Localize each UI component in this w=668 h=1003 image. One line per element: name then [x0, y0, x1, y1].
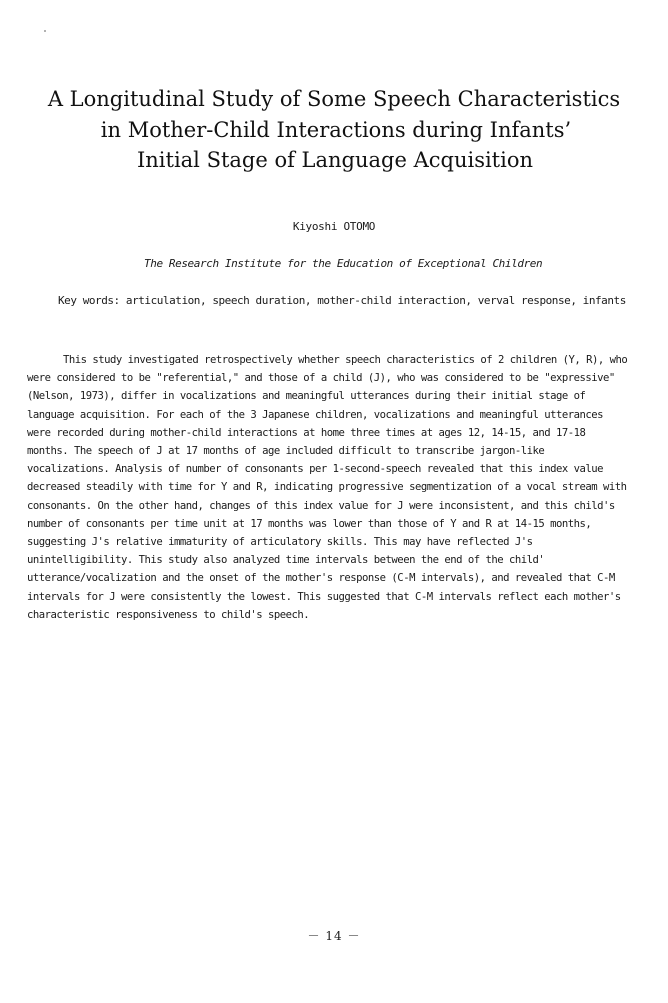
- abstract-line: unintelligibility. This study also analyzed time intervals between the end of the child': [27, 554, 545, 567]
- author-affiliation: The Research Institute for the Education of Exceptional Children: [144, 257, 543, 270]
- abstract-line: utterance/vocalization and the onset of the mother's response (C-M intervals), and revealed that C-M: [27, 572, 615, 585]
- abstract-line: vocalizations. Analysis of number of consonants per 1-second-speech revealed that this index value: [27, 463, 604, 476]
- title-line-1: A Longitudinal Study of Some Speech Characteristics: [47, 87, 621, 111]
- page-number: － 14 －: [307, 929, 361, 943]
- abstract-line: were considered to be "referential," and those of a child (J), who was considered to be "expressive": [27, 372, 615, 385]
- abstract-line: language acquisition. For each of the 3 Japanese children, vocalizations and meaningful utterances: [27, 408, 604, 421]
- author-name-text: Kiyoshi OTOMO: [292, 220, 376, 233]
- abstract-line: number of consonants per time unit at 17 months was lower than those of Y and R at 14-15 months,: [27, 517, 592, 530]
- abstract-line: This study investigated retrospectively whether speech characteristics of 2 children (Y, R), who: [63, 354, 628, 366]
- abstract-line: consonants. On the other hand, changes of this index value for J were inconsistent, and this child's: [27, 499, 615, 512]
- abstract-line: (Nelson, 1973), differ in vocalizations and meaningful utterances during their initial stage of: [27, 390, 586, 403]
- abstract-line: were recorded during mother-child interactions at home three times at ages 12, 14-15, and 17-18: [27, 426, 586, 439]
- abstract-line: months. The speech of J at 17 months of age included difficult to transcribe jargon-like: [27, 445, 545, 458]
- abstract-line: suggesting J's relative immaturity of articulatory skills. This may have reflected J's: [27, 536, 533, 549]
- paper-title: [0, 84, 668, 176]
- abstract: [27, 351, 647, 624]
- abstract-line: intervals for J were consistently the lowest. This suggested that C-M intervals reflect each mother's: [27, 590, 621, 603]
- scan-speck: [44, 30, 46, 32]
- abstract-line: characteristic responsiveness to child's speech.: [27, 608, 310, 621]
- abstract-line: decreased steadily with time for Y and R, indicating progressive segmentization of a vocal stream with: [27, 481, 627, 494]
- title-line-2: in Mother-Child Interactions during Infants’: [100, 117, 572, 142]
- title-line-3: Initial Stage of Language Acquisition: [136, 148, 534, 172]
- keywords: Key words: articulation, speech duration, mother-child interaction, verval response, infants: [58, 294, 626, 307]
- author-name: [0, 220, 668, 233]
